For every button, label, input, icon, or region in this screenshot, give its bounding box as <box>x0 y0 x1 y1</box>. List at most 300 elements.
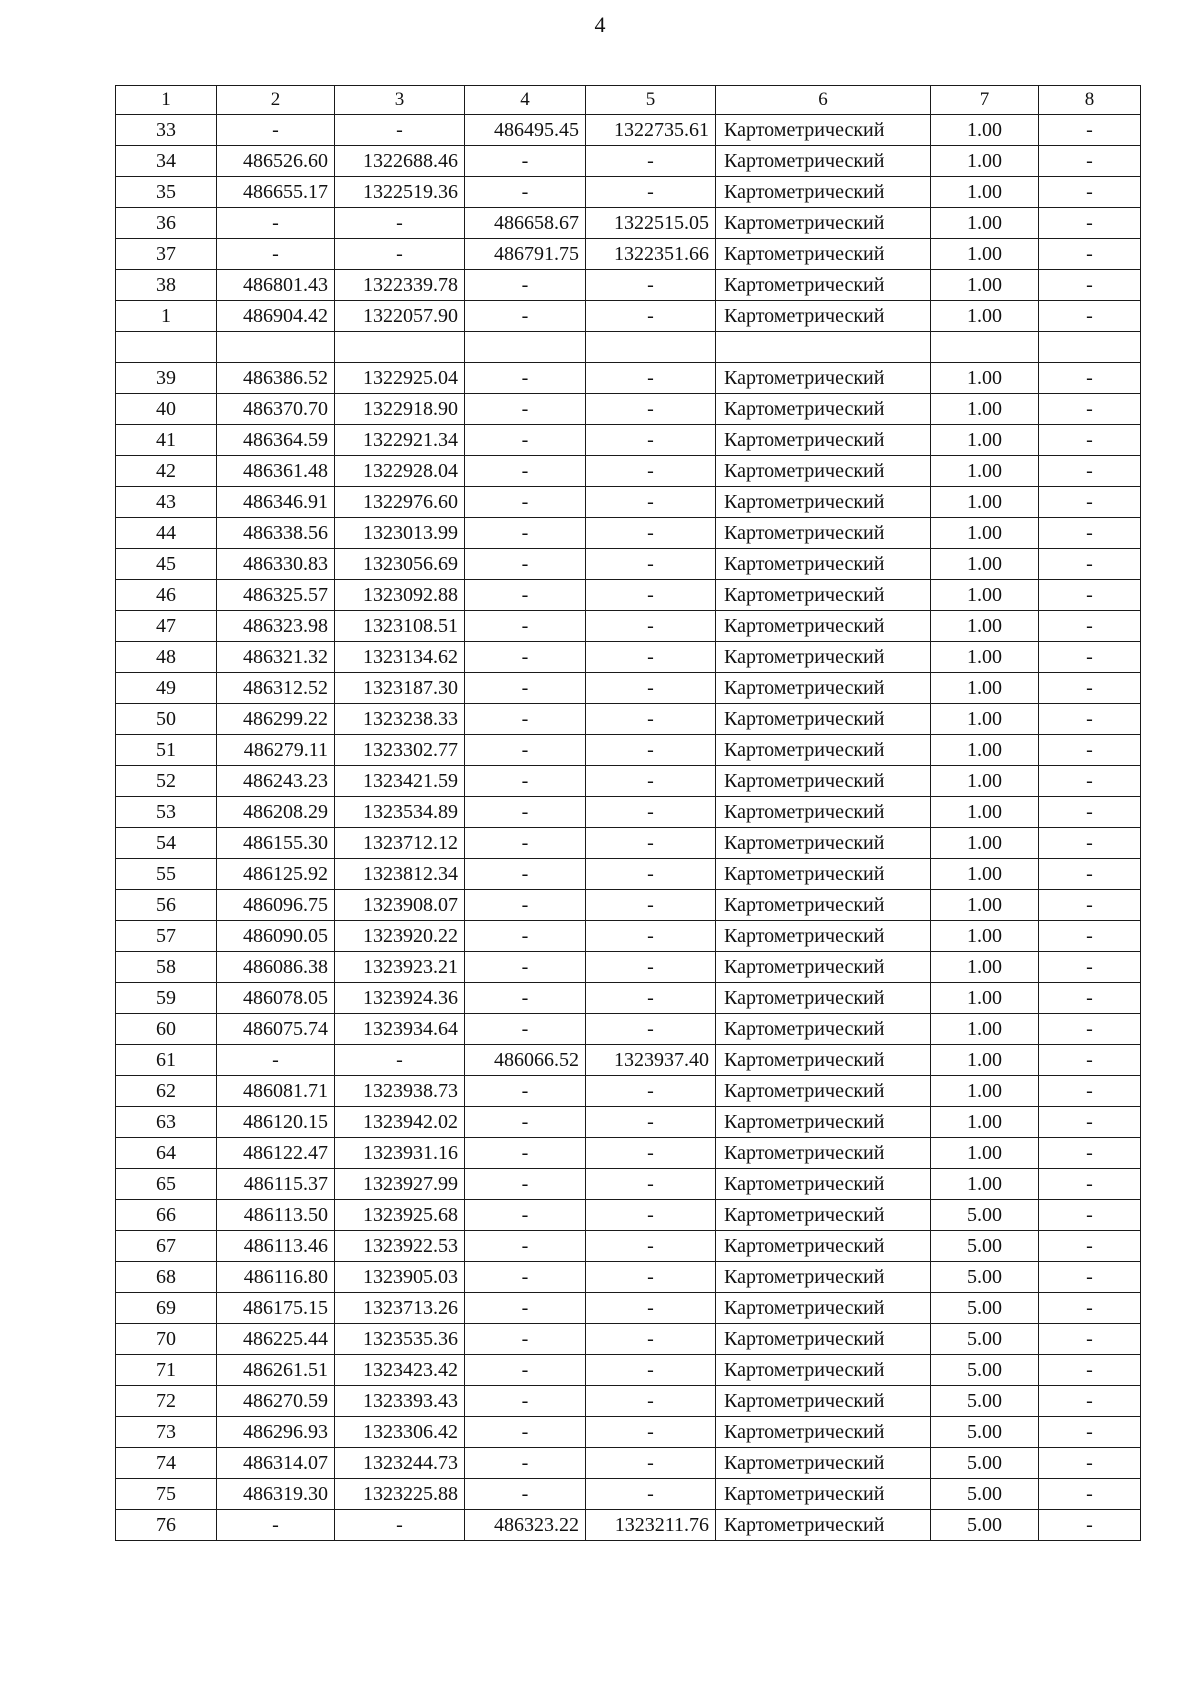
cell-x-coord: 486361.48 <box>217 456 335 487</box>
cell-accuracy: 5.00 <box>931 1479 1039 1510</box>
cell-point-number: 37 <box>116 239 217 270</box>
cell-accuracy: 1.00 <box>931 115 1039 146</box>
cell-x-coord-alt: - <box>465 487 586 518</box>
cell-x-coord-alt: - <box>465 1479 586 1510</box>
cell-accuracy <box>931 332 1039 363</box>
cell-y-coord-alt: - <box>586 549 716 580</box>
cell-note: - <box>1039 1386 1141 1417</box>
cell-accuracy: 1.00 <box>931 301 1039 332</box>
cell-y-coord: 1322057.90 <box>335 301 465 332</box>
cell-accuracy: 1.00 <box>931 983 1039 1014</box>
cell-accuracy: 1.00 <box>931 673 1039 704</box>
cell-note: - <box>1039 1107 1141 1138</box>
cell-y-coord: 1323534.89 <box>335 797 465 828</box>
cell-method: Картометрический <box>716 1479 931 1510</box>
cell-x-coord-alt: - <box>465 177 586 208</box>
cell-accuracy: 1.00 <box>931 394 1039 425</box>
cell-point-number: 38 <box>116 270 217 301</box>
cell-accuracy: 1.00 <box>931 425 1039 456</box>
table-row <box>116 1231 1141 1262</box>
cell-accuracy: 1.00 <box>931 456 1039 487</box>
cell-x-coord-alt: - <box>465 1293 586 1324</box>
cell-method: Картометрический <box>716 611 931 642</box>
cell-accuracy: 1.00 <box>931 177 1039 208</box>
cell-note: - <box>1039 1262 1141 1293</box>
column-header-4: 4 <box>465 86 586 115</box>
cell-accuracy: 1.00 <box>931 518 1039 549</box>
cell-x-coord-alt: - <box>465 1138 586 1169</box>
cell-method: Картометрический <box>716 363 931 394</box>
cell-accuracy: 1.00 <box>931 1076 1039 1107</box>
cell-y-coord: 1323931.16 <box>335 1138 465 1169</box>
cell-accuracy: 1.00 <box>931 363 1039 394</box>
cell-note: - <box>1039 1045 1141 1076</box>
cell-point-number: 59 <box>116 983 217 1014</box>
cell-x-coord-alt: - <box>465 1231 586 1262</box>
cell-method: Картометрический <box>716 425 931 456</box>
table-row <box>116 1324 1141 1355</box>
cell-point-number: 65 <box>116 1169 217 1200</box>
cell-accuracy: 1.00 <box>931 704 1039 735</box>
cell-x-coord: 486299.22 <box>217 704 335 735</box>
cell-x-coord: 486113.46 <box>217 1231 335 1262</box>
cell-y-coord-alt: - <box>586 580 716 611</box>
cell-y-coord: 1322918.90 <box>335 394 465 425</box>
cell-accuracy: 5.00 <box>931 1200 1039 1231</box>
cell-point-number: 56 <box>116 890 217 921</box>
cell-x-coord-alt: - <box>465 735 586 766</box>
table-row <box>116 1076 1141 1107</box>
cell-y-coord-alt: - <box>586 983 716 1014</box>
cell-x-coord: 486090.05 <box>217 921 335 952</box>
table-row <box>116 1200 1141 1231</box>
cell-y-coord: 1322519.36 <box>335 177 465 208</box>
cell-method: Картометрический <box>716 1045 931 1076</box>
cell-x-coord: 486364.59 <box>217 425 335 456</box>
cell-x-coord-alt: - <box>465 797 586 828</box>
cell-method: Картометрический <box>716 270 931 301</box>
cell-point-number: 74 <box>116 1448 217 1479</box>
cell-y-coord-alt: - <box>586 1014 716 1045</box>
cell-point-number: 1 <box>116 301 217 332</box>
cell-note: - <box>1039 1231 1141 1262</box>
cell-y-coord: 1323134.62 <box>335 642 465 673</box>
cell-accuracy: 1.00 <box>931 797 1039 828</box>
cell-accuracy: 1.00 <box>931 1045 1039 1076</box>
cell-y-coord: - <box>335 115 465 146</box>
cell-x-coord: - <box>217 1045 335 1076</box>
cell-point-number: 54 <box>116 828 217 859</box>
table-row <box>116 363 1141 394</box>
cell-y-coord-alt: - <box>586 146 716 177</box>
cell-accuracy: 1.00 <box>931 1169 1039 1200</box>
cell-point-number: 55 <box>116 859 217 890</box>
cell-x-coord-alt: - <box>465 363 586 394</box>
cell-accuracy: 1.00 <box>931 549 1039 580</box>
table-row <box>116 456 1141 487</box>
cell-note: - <box>1039 859 1141 890</box>
cell-y-coord-alt: - <box>586 270 716 301</box>
cell-x-coord: - <box>217 208 335 239</box>
cell-x-coord-alt: - <box>465 1324 586 1355</box>
cell-y-coord: 1323942.02 <box>335 1107 465 1138</box>
table-row <box>116 301 1141 332</box>
table-row <box>116 394 1141 425</box>
cell-x-coord: 486261.51 <box>217 1355 335 1386</box>
column-header-5: 5 <box>586 86 716 115</box>
cell-y-coord: 1323922.53 <box>335 1231 465 1262</box>
table-row <box>116 425 1141 456</box>
cell-note: - <box>1039 239 1141 270</box>
cell-x-coord: 486346.91 <box>217 487 335 518</box>
cell-x-coord-alt: - <box>465 270 586 301</box>
cell-y-coord-alt: 1323937.40 <box>586 1045 716 1076</box>
cell-accuracy: 1.00 <box>931 828 1039 859</box>
cell-x-coord-alt: - <box>465 394 586 425</box>
table-row <box>116 921 1141 952</box>
table-row <box>116 983 1141 1014</box>
cell-y-coord: 1322339.78 <box>335 270 465 301</box>
cell-method: Картометрический <box>716 239 931 270</box>
cell-x-coord-alt: - <box>465 1417 586 1448</box>
table-row <box>116 208 1141 239</box>
table-row <box>116 735 1141 766</box>
table-row <box>116 1355 1141 1386</box>
cell-method: Картометрический <box>716 580 931 611</box>
cell-y-coord: 1323938.73 <box>335 1076 465 1107</box>
cell-point-number: 75 <box>116 1479 217 1510</box>
cell-point-number: 67 <box>116 1231 217 1262</box>
cell-method: Картометрический <box>716 890 931 921</box>
cell-note: - <box>1039 580 1141 611</box>
cell-point-number: 41 <box>116 425 217 456</box>
cell-point-number: 45 <box>116 549 217 580</box>
cell-x-coord: 486122.47 <box>217 1138 335 1169</box>
cell-y-coord-alt: - <box>586 952 716 983</box>
cell-accuracy: 1.00 <box>931 208 1039 239</box>
cell-accuracy: 1.00 <box>931 611 1039 642</box>
cell-x-coord: 486655.17 <box>217 177 335 208</box>
cell-y-coord-alt: 1323211.76 <box>586 1510 716 1541</box>
cell-y-coord-alt: - <box>586 1169 716 1200</box>
cell-accuracy: 5.00 <box>931 1448 1039 1479</box>
cell-x-coord: 486125.92 <box>217 859 335 890</box>
cell-x-coord: 486330.83 <box>217 549 335 580</box>
cell-accuracy: 1.00 <box>931 1138 1039 1169</box>
cell-x-coord-alt: 486791.75 <box>465 239 586 270</box>
cell-x-coord: 486279.11 <box>217 735 335 766</box>
cell-x-coord: 486325.57 <box>217 580 335 611</box>
table-row <box>116 797 1141 828</box>
cell-method: Картометрический <box>716 1355 931 1386</box>
cell-method: Картометрический <box>716 177 931 208</box>
cell-y-coord: 1322928.04 <box>335 456 465 487</box>
cell-method: Картометрический <box>716 1169 931 1200</box>
cell-y-coord-alt <box>586 332 716 363</box>
cell-note: - <box>1039 983 1141 1014</box>
cell-y-coord-alt: - <box>586 1293 716 1324</box>
cell-x-coord-alt: - <box>465 1200 586 1231</box>
cell-note: - <box>1039 673 1141 704</box>
cell-accuracy: 1.00 <box>931 859 1039 890</box>
table-row <box>116 487 1141 518</box>
cell-method: Картометрический <box>716 1231 931 1262</box>
table-row <box>116 1107 1141 1138</box>
table-row <box>116 1014 1141 1045</box>
table-row <box>116 1262 1141 1293</box>
cell-accuracy: 1.00 <box>931 735 1039 766</box>
cell-point-number: 62 <box>116 1076 217 1107</box>
cell-y-coord-alt: - <box>586 1262 716 1293</box>
table-row <box>116 1510 1141 1541</box>
table-row <box>116 549 1141 580</box>
cell-y-coord-alt: - <box>586 301 716 332</box>
cell-y-coord-alt: - <box>586 1479 716 1510</box>
cell-note: - <box>1039 704 1141 735</box>
cell-y-coord-alt: - <box>586 1200 716 1231</box>
table-row <box>116 1448 1141 1479</box>
cell-method: Картометрический <box>716 1386 931 1417</box>
table-row <box>116 177 1141 208</box>
column-header-6: 6 <box>716 86 931 115</box>
cell-x-coord-alt: - <box>465 952 586 983</box>
cell-x-coord-alt: - <box>465 1262 586 1293</box>
cell-method: Картометрический <box>716 952 931 983</box>
cell-x-coord-alt: - <box>465 704 586 735</box>
cell-y-coord-alt: - <box>586 921 716 952</box>
table-row <box>116 1045 1141 1076</box>
cell-x-coord: 486314.07 <box>217 1448 335 1479</box>
table-row <box>116 766 1141 797</box>
cell-note: - <box>1039 146 1141 177</box>
cell-y-coord: 1323927.99 <box>335 1169 465 1200</box>
cell-point-number: 68 <box>116 1262 217 1293</box>
cell-x-coord: 486386.52 <box>217 363 335 394</box>
cell-y-coord-alt: - <box>586 642 716 673</box>
cell-x-coord-alt: - <box>465 1107 586 1138</box>
cell-accuracy: 5.00 <box>931 1386 1039 1417</box>
cell-method: Картометрический <box>716 146 931 177</box>
cell-y-coord-alt: - <box>586 859 716 890</box>
cell-note: - <box>1039 115 1141 146</box>
cell-note: - <box>1039 487 1141 518</box>
cell-y-coord-alt: - <box>586 363 716 394</box>
cell-point-number: 60 <box>116 1014 217 1045</box>
cell-point-number: 44 <box>116 518 217 549</box>
cell-method: Картометрический <box>716 456 931 487</box>
cell-x-coord: 486113.50 <box>217 1200 335 1231</box>
table-header-row <box>116 86 1141 115</box>
cell-note: - <box>1039 735 1141 766</box>
table-row <box>116 828 1141 859</box>
table-row <box>116 673 1141 704</box>
cell-y-coord: 1323187.30 <box>335 673 465 704</box>
table-row <box>116 146 1141 177</box>
cell-note: - <box>1039 642 1141 673</box>
cell-point-number: 36 <box>116 208 217 239</box>
cell-y-coord: 1323934.64 <box>335 1014 465 1045</box>
cell-y-coord: 1323244.73 <box>335 1448 465 1479</box>
cell-y-coord: 1323925.68 <box>335 1200 465 1231</box>
cell-accuracy: 5.00 <box>931 1262 1039 1293</box>
cell-x-coord-alt: 486658.67 <box>465 208 586 239</box>
cell-y-coord-alt: - <box>586 828 716 859</box>
cell-y-coord: 1322925.04 <box>335 363 465 394</box>
cell-point-number: 66 <box>116 1200 217 1231</box>
table-row <box>116 115 1141 146</box>
cell-x-coord: 486801.43 <box>217 270 335 301</box>
column-header-2: 2 <box>217 86 335 115</box>
cell-note: - <box>1039 1169 1141 1200</box>
cell-x-coord: 486175.15 <box>217 1293 335 1324</box>
cell-x-coord-alt: - <box>465 766 586 797</box>
cell-accuracy: 1.00 <box>931 146 1039 177</box>
cell-y-coord: 1323056.69 <box>335 549 465 580</box>
cell-point-number: 72 <box>116 1386 217 1417</box>
cell-point-number: 76 <box>116 1510 217 1541</box>
cell-method: Картометрический <box>716 301 931 332</box>
table-row <box>116 1138 1141 1169</box>
cell-note: - <box>1039 1355 1141 1386</box>
cell-y-coord: 1323423.42 <box>335 1355 465 1386</box>
cell-method: Картометрический <box>716 673 931 704</box>
cell-x-coord-alt: - <box>465 828 586 859</box>
cell-x-coord-alt: - <box>465 456 586 487</box>
cell-y-coord <box>335 332 465 363</box>
cell-accuracy: 1.00 <box>931 1107 1039 1138</box>
cell-x-coord-alt: - <box>465 921 586 952</box>
cell-accuracy: 5.00 <box>931 1231 1039 1262</box>
cell-y-coord: 1323238.33 <box>335 704 465 735</box>
cell-point-number: 57 <box>116 921 217 952</box>
cell-method: Картометрический <box>716 642 931 673</box>
cell-method: Картометрический <box>716 704 931 735</box>
cell-x-coord: - <box>217 1510 335 1541</box>
cell-method: Картометрический <box>716 766 931 797</box>
cell-method: Картометрический <box>716 1014 931 1045</box>
cell-point-number: 61 <box>116 1045 217 1076</box>
cell-note: - <box>1039 797 1141 828</box>
cell-note: - <box>1039 456 1141 487</box>
column-header-3: 3 <box>335 86 465 115</box>
cell-y-coord-alt: - <box>586 1448 716 1479</box>
cell-x-coord-alt: - <box>465 518 586 549</box>
table-row <box>116 611 1141 642</box>
cell-y-coord-alt: - <box>586 1076 716 1107</box>
cell-note: - <box>1039 394 1141 425</box>
cell-x-coord: 486086.38 <box>217 952 335 983</box>
cell-method: Картометрический <box>716 1448 931 1479</box>
cell-method: Картометрический <box>716 518 931 549</box>
cell-note: - <box>1039 1076 1141 1107</box>
column-header-8: 8 <box>1039 86 1141 115</box>
table-row <box>116 518 1141 549</box>
cell-x-coord-alt: - <box>465 983 586 1014</box>
cell-point-number: 63 <box>116 1107 217 1138</box>
table-row <box>116 704 1141 735</box>
cell-point-number: 48 <box>116 642 217 673</box>
cell-y-coord: 1323306.42 <box>335 1417 465 1448</box>
cell-y-coord-alt: - <box>586 1386 716 1417</box>
cell-y-coord: 1323920.22 <box>335 921 465 952</box>
cell-x-coord-alt: - <box>465 146 586 177</box>
cell-note: - <box>1039 611 1141 642</box>
cell-y-coord: 1322921.34 <box>335 425 465 456</box>
cell-accuracy: 1.00 <box>931 270 1039 301</box>
cell-method: Картометрический <box>716 1324 931 1355</box>
cell-y-coord: 1322976.60 <box>335 487 465 518</box>
table-row <box>116 1293 1141 1324</box>
cell-method: Картометрический <box>716 394 931 425</box>
cell-note: - <box>1039 1293 1141 1324</box>
cell-note: - <box>1039 1138 1141 1169</box>
cell-accuracy: 1.00 <box>931 642 1039 673</box>
cell-point-number: 40 <box>116 394 217 425</box>
cell-y-coord-alt: - <box>586 394 716 425</box>
cell-x-coord: 486155.30 <box>217 828 335 859</box>
cell-y-coord: 1323924.36 <box>335 983 465 1014</box>
cell-x-coord: 486323.98 <box>217 611 335 642</box>
cell-point-number: 52 <box>116 766 217 797</box>
cell-x-coord: 486115.37 <box>217 1169 335 1200</box>
cell-point-number: 71 <box>116 1355 217 1386</box>
cell-accuracy: 1.00 <box>931 1014 1039 1045</box>
cell-method: Картометрический <box>716 208 931 239</box>
cell-x-coord: 486096.75 <box>217 890 335 921</box>
cell-x-coord-alt: - <box>465 1076 586 1107</box>
cell-point-number: 53 <box>116 797 217 828</box>
column-header-7: 7 <box>931 86 1039 115</box>
cell-method: Картометрический <box>716 1200 931 1231</box>
cell-y-coord-alt: - <box>586 456 716 487</box>
table-row <box>116 642 1141 673</box>
cell-accuracy: 1.00 <box>931 952 1039 983</box>
cell-y-coord: 1323812.34 <box>335 859 465 890</box>
cell-note: - <box>1039 549 1141 580</box>
cell-y-coord: 1323713.26 <box>335 1293 465 1324</box>
cell-point-number: 46 <box>116 580 217 611</box>
table-row <box>116 1479 1141 1510</box>
cell-y-coord-alt: - <box>586 766 716 797</box>
cell-note: - <box>1039 1479 1141 1510</box>
cell-note: - <box>1039 1448 1141 1479</box>
cell-accuracy: 5.00 <box>931 1355 1039 1386</box>
cell-y-coord-alt: - <box>586 890 716 921</box>
cell-x-coord-alt: - <box>465 1169 586 1200</box>
cell-note: - <box>1039 1014 1141 1045</box>
cell-point-number: 58 <box>116 952 217 983</box>
cell-note: - <box>1039 890 1141 921</box>
cell-x-coord: 486081.71 <box>217 1076 335 1107</box>
cell-note: - <box>1039 270 1141 301</box>
cell-y-coord-alt: 1322735.61 <box>586 115 716 146</box>
cell-y-coord: 1323108.51 <box>335 611 465 642</box>
cell-x-coord: 486116.80 <box>217 1262 335 1293</box>
cell-y-coord: 1323923.21 <box>335 952 465 983</box>
cell-point-number: 42 <box>116 456 217 487</box>
cell-accuracy: 1.00 <box>931 890 1039 921</box>
cell-note: - <box>1039 828 1141 859</box>
cell-method: Картометрический <box>716 797 931 828</box>
cell-note: - <box>1039 952 1141 983</box>
cell-x-coord-alt: - <box>465 673 586 704</box>
cell-x-coord: 486370.70 <box>217 394 335 425</box>
table-row <box>116 239 1141 270</box>
cell-x-coord-alt: - <box>465 301 586 332</box>
cell-y-coord: - <box>335 208 465 239</box>
cell-y-coord-alt: - <box>586 425 716 456</box>
cell-x-coord: 486078.05 <box>217 983 335 1014</box>
